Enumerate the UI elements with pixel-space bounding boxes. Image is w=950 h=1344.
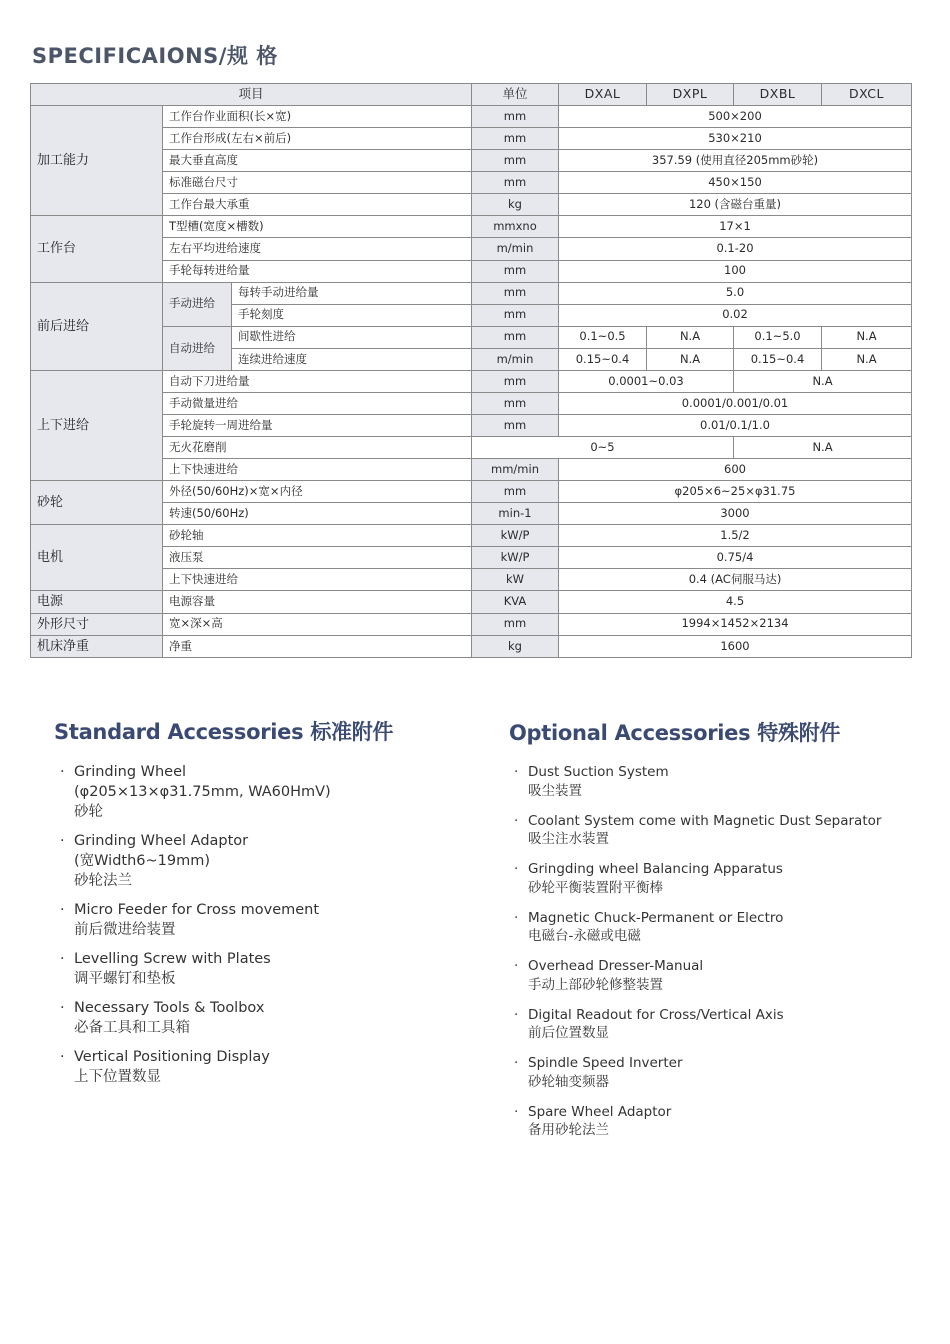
row-item: 液压泵 xyxy=(163,547,472,569)
row-value: 0.4 (AC伺服马达) xyxy=(559,569,912,591)
table-row xyxy=(31,238,912,260)
accessory-line: 备用砂轮法兰 xyxy=(528,1122,609,1138)
table-row xyxy=(31,282,912,304)
section-label: 砂轮 xyxy=(31,481,163,525)
row-value: φ205×6~25×φ31.75 xyxy=(559,481,912,503)
row-item: 每转手动进给量 xyxy=(232,282,472,304)
row-unit: mm xyxy=(472,172,559,194)
row-unit: mm xyxy=(472,150,559,172)
row-item: 最大垂直高度 xyxy=(163,150,472,172)
section-label: 机床净重 xyxy=(31,635,163,657)
table-row xyxy=(31,503,912,525)
header-unit: 单位 xyxy=(472,84,559,106)
accessory-line: (φ205×13×φ31.75mm, WA60HmV) xyxy=(74,784,331,800)
accessory-line: Vertical Positioning Display xyxy=(74,1049,270,1065)
bullet-icon: · xyxy=(514,861,519,877)
row-item: 转速(50/60Hz) xyxy=(163,503,472,525)
row-unit: kW xyxy=(472,569,559,591)
row-value: 530×210 xyxy=(559,128,912,150)
row-value: 0.1-20 xyxy=(559,238,912,260)
accessory-line: Necessary Tools & Toolbox xyxy=(74,1000,265,1016)
row-value: 0.15~0.4 xyxy=(734,348,822,370)
row-unit: kW/P xyxy=(472,547,559,569)
accessory-line: Overhead Dresser-Manual xyxy=(528,958,704,974)
row-value: 0.02 xyxy=(559,304,912,326)
row-value: 500×200 xyxy=(559,106,912,128)
accessory-item xyxy=(514,1054,934,1091)
optional-accessories-title: Optional Accessories 特殊附件 xyxy=(509,721,841,745)
row-value: 0.1~5.0 xyxy=(734,326,822,348)
table-row xyxy=(31,260,912,282)
accessory-line: Micro Feeder for Cross movement xyxy=(74,902,320,918)
row-unit: m/min xyxy=(472,348,559,370)
accessory-line: 吸尘装置 xyxy=(528,782,582,799)
row-item: 电源容量 xyxy=(163,591,472,613)
row-value: 1.5/2 xyxy=(559,525,912,547)
row-unit: mm xyxy=(472,481,559,503)
bullet-icon: · xyxy=(60,951,65,967)
table-row xyxy=(31,392,912,414)
table-row xyxy=(31,216,912,238)
row-unit: kW/P xyxy=(472,525,559,547)
optional-accessories-list xyxy=(514,763,934,1151)
table-row xyxy=(31,635,912,657)
accessory-line: Digital Readout for Cross/Vertical Axis xyxy=(528,1006,784,1023)
table-row xyxy=(31,414,912,436)
table-row xyxy=(31,326,912,348)
accessory-item xyxy=(60,998,480,1038)
specifications-table xyxy=(30,83,912,658)
bullet-icon: · xyxy=(60,1049,65,1065)
bullet-icon: · xyxy=(514,764,519,780)
row-unit: min-1 xyxy=(472,503,559,525)
row-value: N.A xyxy=(734,370,912,392)
table-row xyxy=(31,525,912,547)
section-label: 电机 xyxy=(31,525,163,591)
row-value: 450×150 xyxy=(559,172,912,194)
row-item: 手动微量进给 xyxy=(163,392,472,414)
accessory-line: Spare Wheel Adaptor xyxy=(528,1103,672,1120)
row-value: 0.0001~0.03 xyxy=(559,370,734,392)
accessory-line: Grinding Wheel xyxy=(74,764,187,780)
section-label: 外形尺寸 xyxy=(31,613,163,635)
accessory-line: 上下位置数显 xyxy=(74,1069,161,1085)
table-row xyxy=(31,481,912,503)
table-row xyxy=(31,437,912,459)
row-item: 手轮每转进给量 xyxy=(163,260,472,282)
row-unit: mmxno xyxy=(472,216,559,238)
row-item: 手轮刻度 xyxy=(232,304,472,326)
bullet-icon: · xyxy=(60,1000,65,1016)
table-row xyxy=(31,172,912,194)
row-unit: mm/min xyxy=(472,459,559,481)
row-item: 工作台形成(左右×前后) xyxy=(163,128,472,150)
accessory-item xyxy=(60,831,480,891)
section-label: 工作台 xyxy=(31,216,163,282)
row-item: 砂轮轴 xyxy=(163,525,472,547)
accessory-item xyxy=(514,957,934,994)
table-row xyxy=(31,106,912,128)
header-model: DXBL xyxy=(734,84,822,106)
accessory-item xyxy=(60,762,480,822)
accessory-item xyxy=(514,909,934,946)
bullet-icon: · xyxy=(514,1103,519,1120)
row-value: N.A xyxy=(822,348,912,370)
table-row xyxy=(31,370,912,392)
accessory-item xyxy=(60,949,480,989)
row-value: 357.59 (使用直径205mm砂轮) xyxy=(559,150,912,172)
bullet-icon: · xyxy=(514,1055,519,1071)
section-label: 加工能力 xyxy=(31,106,163,216)
row-item: 标准磁台尺寸 xyxy=(163,172,472,194)
row-unit: mm xyxy=(472,326,559,348)
accessory-line: 砂轮法兰 xyxy=(74,873,132,889)
row-item: 连续进给速度 xyxy=(232,348,472,370)
section-label: 电源 xyxy=(31,591,163,613)
accessory-item xyxy=(514,1103,934,1140)
table-header-row xyxy=(31,84,912,106)
accessory-line: Levelling Screw with Plates xyxy=(74,951,271,967)
accessory-line: Grinding Wheel Adaptor xyxy=(74,833,249,849)
accessory-line: 必备工具和工具箱 xyxy=(74,1020,190,1036)
row-unit: mm xyxy=(472,106,559,128)
row-item: 工作台作业面积(长×宽) xyxy=(163,106,472,128)
row-unit: mm xyxy=(472,304,559,326)
section-label: 上下进给 xyxy=(31,370,163,480)
row-value: 4.5 xyxy=(559,591,912,613)
table-row xyxy=(31,150,912,172)
row-unit: mm xyxy=(472,128,559,150)
row-item: 手轮旋转一周进给量 xyxy=(163,414,472,436)
page-title: SPECIFICAIONS/规 格 xyxy=(32,44,278,68)
accessory-item xyxy=(60,1047,480,1087)
bullet-icon: · xyxy=(514,958,519,974)
accessory-line: 前后位置数显 xyxy=(528,1025,609,1041)
row-item: 无火花磨削 xyxy=(163,437,472,459)
table-row xyxy=(31,591,912,613)
row-item: 间歇性进给 xyxy=(232,326,472,348)
row-item: 外径(50/60Hz)×宽×内径 xyxy=(163,481,472,503)
accessory-line: 砂轮 xyxy=(74,804,103,820)
row-unit: mm xyxy=(472,282,559,304)
row-value: 1994×1452×2134 xyxy=(559,613,912,635)
row-value: N.A xyxy=(647,348,734,370)
subgroup-label: 手动进给 xyxy=(163,282,232,326)
row-value: 0~5 xyxy=(472,437,734,459)
row-value: 0.1~0.5 xyxy=(559,326,647,348)
table-row xyxy=(31,128,912,150)
row-item: 上下快速进给 xyxy=(163,569,472,591)
row-value: 0.15~0.4 xyxy=(559,348,647,370)
table-row xyxy=(31,547,912,569)
table-row xyxy=(31,194,912,216)
accessory-line: 电磁台-永磁或电磁 xyxy=(528,928,641,944)
standard-accessories-list xyxy=(60,762,480,1096)
standard-accessories-title: Standard Accessories 标准附件 xyxy=(54,720,394,744)
row-unit: mm xyxy=(472,613,559,635)
accessory-line: 手动上部砂轮修整装置 xyxy=(528,976,663,993)
row-value: 100 xyxy=(559,260,912,282)
bullet-icon: · xyxy=(514,812,519,829)
row-value: 0.75/4 xyxy=(559,547,912,569)
header-model: DXAL xyxy=(559,84,647,106)
row-value: N.A xyxy=(647,326,734,348)
bullet-icon: · xyxy=(514,909,519,926)
row-value: 5.0 xyxy=(559,282,912,304)
row-value: N.A xyxy=(734,437,912,459)
section-label: 前后进给 xyxy=(31,282,163,370)
accessory-item xyxy=(514,763,934,800)
row-value: N.A xyxy=(822,326,912,348)
accessory-item xyxy=(60,900,480,940)
row-item: 自动下刀进给量 xyxy=(163,370,472,392)
header-model: DXCL xyxy=(822,84,912,106)
table-row xyxy=(31,459,912,481)
row-value: 3000 xyxy=(559,503,912,525)
accessory-line: Magnetic Chuck-Permanent or Electro xyxy=(528,909,784,926)
table-row xyxy=(31,569,912,591)
row-unit: mm xyxy=(472,392,559,414)
row-unit: mm xyxy=(472,370,559,392)
row-item: 左右平均进给速度 xyxy=(163,238,472,260)
header-model: DXPL xyxy=(647,84,734,106)
bullet-icon: · xyxy=(60,902,65,918)
row-item: 上下快速进给 xyxy=(163,459,472,481)
accessory-line: 吸尘注水装置 xyxy=(528,831,609,847)
row-value: 600 xyxy=(559,459,912,481)
accessory-line: Dust Suction System xyxy=(528,764,669,780)
header-item: 项目 xyxy=(31,84,472,106)
accessory-line: Gringding wheel Balancing Apparatus xyxy=(528,861,783,877)
row-unit: mm xyxy=(472,414,559,436)
accessory-line: 砂轮平衡装置附平衡棒 xyxy=(528,879,663,896)
bullet-icon: · xyxy=(514,1006,519,1023)
accessory-line: 前后微进给装置 xyxy=(74,922,176,938)
row-value: 17×1 xyxy=(559,216,912,238)
row-value: 1600 xyxy=(559,635,912,657)
accessory-line: Coolant System come with Magnetic Dust Separator xyxy=(528,812,882,829)
row-value: 0.01/0.1/1.0 xyxy=(559,414,912,436)
accessory-item xyxy=(514,860,934,897)
table-row xyxy=(31,613,912,635)
bullet-icon: · xyxy=(60,764,65,780)
accessory-line: 调平螺钉和垫板 xyxy=(74,971,176,987)
row-item: 净重 xyxy=(163,635,472,657)
row-item: 工作台最大承重 xyxy=(163,194,472,216)
row-unit: mm xyxy=(472,260,559,282)
accessory-item xyxy=(514,812,934,849)
bullet-icon: · xyxy=(60,833,65,849)
row-unit: m/min xyxy=(472,238,559,260)
row-value: 0.0001/0.001/0.01 xyxy=(559,392,912,414)
row-unit: kg xyxy=(472,635,559,657)
row-value: 120 (含磁台重量) xyxy=(559,194,912,216)
row-item: T型槽(宽度×槽数) xyxy=(163,216,472,238)
accessory-item xyxy=(514,1006,934,1043)
row-item: 宽×深×高 xyxy=(163,613,472,635)
subgroup-label: 自动进给 xyxy=(163,326,232,370)
row-unit: kg xyxy=(472,194,559,216)
row-unit: KVA xyxy=(472,591,559,613)
accessory-line: (宽Width6~19mm) xyxy=(74,853,211,869)
accessory-line: 砂轮轴变频器 xyxy=(528,1073,609,1090)
accessory-line: Spindle Speed Inverter xyxy=(528,1055,683,1071)
